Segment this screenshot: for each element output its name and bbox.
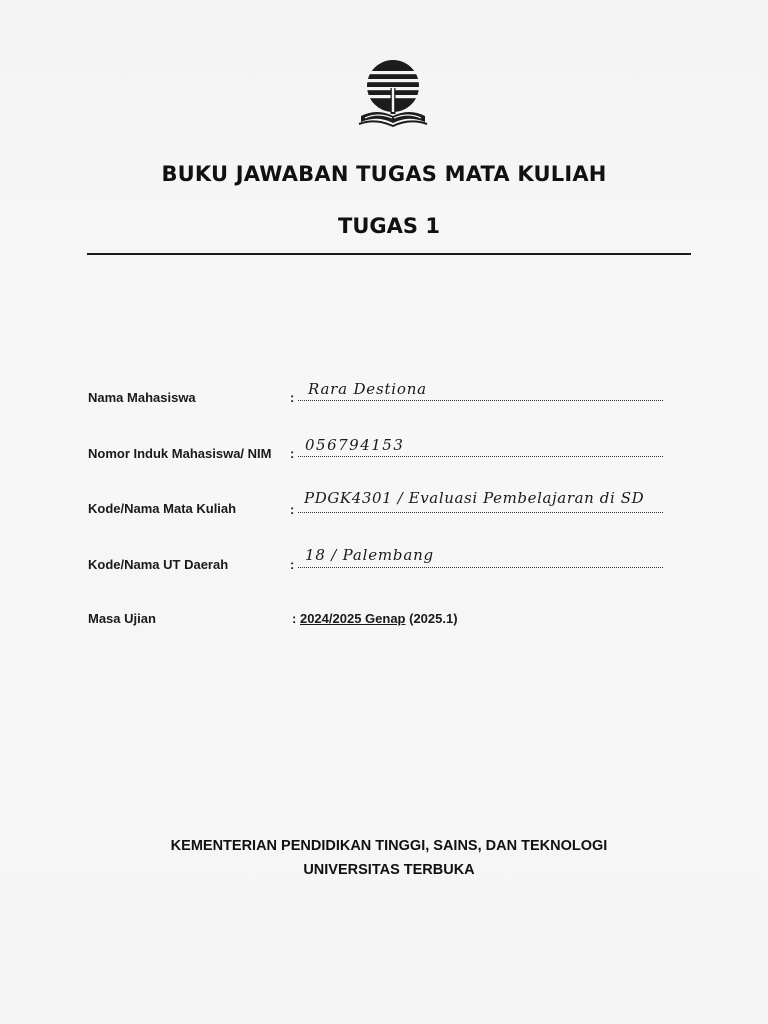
- ut-daerah-label: Kode/Nama UT Daerah: [88, 557, 229, 572]
- ut-daerah-line: [298, 567, 663, 568]
- header-divider: [87, 253, 691, 255]
- nim-label: Nomor Induk Mahasiswa/ NIM: [88, 446, 272, 461]
- nim-value: 056794153: [305, 436, 405, 454]
- masa-ujian-prefix: :: [292, 611, 297, 626]
- ut-daerah-value: 18 / Palembang: [305, 546, 434, 564]
- mata-kuliah-value: PDGK4301 / Evaluasi Pembelajaran di SD: [304, 489, 645, 507]
- masa-ujian-code: (2025.1): [409, 611, 458, 626]
- nama-mahasiswa-value: Rara Destiona: [308, 380, 427, 398]
- document-subtitle: TUGAS 1: [338, 214, 440, 238]
- ministry-name: KEMENTERIAN PENDIDIKAN TINGGI, SAINS, DAN TEKNOLOGI: [170, 838, 608, 854]
- masa-ujian-label: Masa Ujian: [88, 611, 156, 626]
- nama-mahasiswa-colon: :: [290, 390, 295, 405]
- university-name: UNIVERSITAS TERBUKA: [303, 862, 475, 878]
- nim-colon: :: [290, 446, 295, 461]
- ut-daerah-colon: :: [290, 557, 295, 572]
- nama-mahasiswa-line: [298, 400, 663, 401]
- masa-ujian-value: [292, 611, 458, 626]
- university-logo-icon: [355, 58, 431, 130]
- mata-kuliah-colon: :: [290, 502, 295, 517]
- mata-kuliah-line: [298, 512, 663, 513]
- nim-line: [298, 456, 663, 457]
- document-title: BUKU JAWABAN TUGAS MATA KULIAH: [161, 162, 607, 186]
- mata-kuliah-label: Kode/Nama Mata Kuliah: [88, 501, 237, 516]
- nama-mahasiswa-label: Nama Mahasiswa: [88, 390, 196, 405]
- masa-ujian-period: 2024/2025 Genap: [299, 611, 406, 626]
